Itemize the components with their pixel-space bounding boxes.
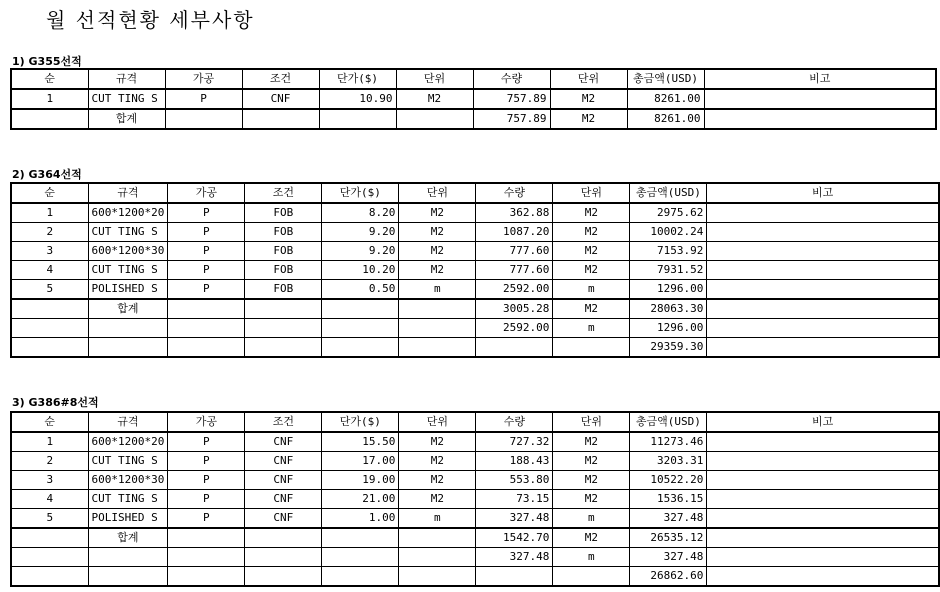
total-row <box>11 299 939 319</box>
cell-total-amount: 1536.15 <box>630 490 707 509</box>
cell-total-amount: 7931.52 <box>630 261 707 280</box>
cell-terms <box>245 338 322 358</box>
cell-seq: 1 <box>11 432 88 452</box>
cell-processing: P <box>168 223 245 242</box>
table-row <box>11 280 939 300</box>
header-row <box>11 69 936 89</box>
cell-total-amount: 2975.62 <box>630 203 707 223</box>
column-header-quantity: 수량 <box>476 183 553 203</box>
cell-terms: FOB <box>245 203 322 223</box>
cell-spec: CUT TING S <box>88 261 168 280</box>
cell-terms: CNF <box>245 452 322 471</box>
cell-unit: M2 <box>399 223 476 242</box>
cell-seq: 5 <box>11 280 88 300</box>
cell-seq: 2 <box>11 223 88 242</box>
cell-remarks <box>707 338 939 358</box>
cell-quantity: 188.43 <box>476 452 553 471</box>
column-header-terms: 조건 <box>242 69 319 89</box>
cell-terms <box>242 109 319 129</box>
column-header-seq: 순 <box>11 183 88 203</box>
cell-unit: M2 <box>399 242 476 261</box>
cell-quantity: 757.89 <box>473 89 550 109</box>
shipment-table <box>10 182 940 358</box>
cell-processing <box>168 319 245 338</box>
table-row <box>11 452 939 471</box>
cell-spec: CUT TING S <box>88 452 168 471</box>
cell-qty-unit: m <box>553 548 630 567</box>
cell-seq: 3 <box>11 242 88 261</box>
cell-qty-unit: m <box>553 280 630 300</box>
column-header-qty-unit: 단위 <box>550 69 627 89</box>
cell-quantity: 777.60 <box>476 261 553 280</box>
cell-unit: m <box>399 509 476 529</box>
cell-remarks <box>707 299 939 319</box>
column-header-unit-price: 단가($) <box>322 183 399 203</box>
cell-spec: 600*1200*30 <box>88 242 168 261</box>
cell-total-amount: 26862.60 <box>630 567 707 587</box>
cell-processing: P <box>165 89 242 109</box>
cell-unit: M2 <box>399 452 476 471</box>
table-row <box>11 242 939 261</box>
cell-terms: CNF <box>245 509 322 529</box>
cell-terms: CNF <box>245 471 322 490</box>
column-header-unit: 단위 <box>396 69 473 89</box>
column-header-qty-unit: 단위 <box>553 183 630 203</box>
column-header-seq: 순 <box>11 412 88 432</box>
column-header-unit: 단위 <box>399 412 476 432</box>
cell-unit: M2 <box>399 203 476 223</box>
column-header-seq: 순 <box>11 69 88 89</box>
column-header-total-amount: 총금액(USD) <box>630 183 707 203</box>
cell-seq <box>11 567 88 587</box>
cell-seq <box>11 299 88 319</box>
cell-spec: CUT TING S <box>88 223 168 242</box>
cell-total-amount: 1296.00 <box>630 280 707 300</box>
cell-processing: P <box>168 261 245 280</box>
cell-seq <box>11 548 88 567</box>
cell-quantity: 2592.00 <box>476 319 553 338</box>
cell-unit: M2 <box>396 89 473 109</box>
cell-spec <box>88 319 168 338</box>
column-header-remarks: 비고 <box>707 183 939 203</box>
cell-qty-unit: M2 <box>553 299 630 319</box>
cell-unit: M2 <box>399 471 476 490</box>
cell-qty-unit: M2 <box>553 452 630 471</box>
cell-unit-price: 10.90 <box>319 89 396 109</box>
cell-remarks <box>707 471 939 490</box>
cell-unit-price <box>322 548 399 567</box>
cell-processing: P <box>168 509 245 529</box>
cell-total-amount: 327.48 <box>630 509 707 529</box>
cell-quantity: 553.80 <box>476 471 553 490</box>
cell-unit-price: 17.00 <box>322 452 399 471</box>
section-title: 1) G355선적 <box>12 55 82 68</box>
total-row <box>11 319 939 338</box>
table-row <box>11 509 939 529</box>
cell-unit <box>396 109 473 129</box>
cell-unit-price <box>322 567 399 587</box>
table-row <box>11 223 939 242</box>
cell-total-amount: 7153.92 <box>630 242 707 261</box>
cell-qty-unit <box>553 567 630 587</box>
page-title: 월 선적현황 세부사항 <box>46 8 255 32</box>
cell-processing: P <box>168 242 245 261</box>
cell-seq: 5 <box>11 509 88 529</box>
column-header-unit-price: 단가($) <box>322 412 399 432</box>
total-row <box>11 109 936 129</box>
cell-qty-unit: M2 <box>550 89 627 109</box>
cell-unit-price <box>322 299 399 319</box>
cell-unit: M2 <box>399 261 476 280</box>
cell-qty-unit: M2 <box>553 471 630 490</box>
cell-quantity: 362.88 <box>476 203 553 223</box>
cell-qty-unit: M2 <box>553 490 630 509</box>
shipment-table <box>10 411 940 587</box>
cell-remarks <box>707 528 939 548</box>
column-header-quantity: 수량 <box>473 69 550 89</box>
cell-quantity: 3005.28 <box>476 299 553 319</box>
cell-terms <box>245 567 322 587</box>
column-header-qty-unit: 단위 <box>553 412 630 432</box>
column-header-remarks: 비고 <box>704 69 936 89</box>
cell-total-amount: 29359.30 <box>630 338 707 358</box>
cell-spec <box>88 338 168 358</box>
cell-processing: P <box>168 452 245 471</box>
column-header-spec: 규격 <box>88 412 168 432</box>
cell-qty-unit: M2 <box>553 432 630 452</box>
cell-seq: 4 <box>11 261 88 280</box>
column-header-processing: 가공 <box>165 69 242 89</box>
cell-spec: 합계 <box>88 299 168 319</box>
cell-unit: M2 <box>399 490 476 509</box>
cell-unit <box>399 548 476 567</box>
cell-spec <box>88 548 168 567</box>
section-title: 3) G386#8선적 <box>12 396 99 409</box>
cell-terms <box>245 548 322 567</box>
cell-unit-price: 1.00 <box>322 509 399 529</box>
cell-qty-unit: M2 <box>553 242 630 261</box>
cell-total-amount: 10522.20 <box>630 471 707 490</box>
header-row <box>11 412 939 432</box>
cell-processing <box>168 299 245 319</box>
cell-unit <box>399 338 476 358</box>
cell-seq <box>11 528 88 548</box>
cell-terms: CNF <box>245 490 322 509</box>
cell-total-amount: 1296.00 <box>630 319 707 338</box>
cell-unit-price <box>319 109 396 129</box>
cell-terms <box>245 299 322 319</box>
cell-processing: P <box>168 280 245 300</box>
cell-quantity: 727.32 <box>476 432 553 452</box>
cell-unit: m <box>399 280 476 300</box>
table-row <box>11 471 939 490</box>
shipment-table <box>10 68 937 130</box>
cell-qty-unit: m <box>553 319 630 338</box>
cell-quantity <box>476 567 553 587</box>
cell-remarks <box>704 109 936 129</box>
cell-qty-unit: M2 <box>553 261 630 280</box>
cell-remarks <box>707 548 939 567</box>
cell-quantity: 777.60 <box>476 242 553 261</box>
cell-remarks <box>707 432 939 452</box>
cell-quantity: 1542.70 <box>476 528 553 548</box>
cell-terms: FOB <box>245 223 322 242</box>
cell-spec: 600*1200*20 <box>88 432 168 452</box>
header-row <box>11 183 939 203</box>
cell-remarks <box>707 223 939 242</box>
cell-quantity: 327.48 <box>476 509 553 529</box>
cell-processing: P <box>168 203 245 223</box>
cell-remarks <box>707 567 939 587</box>
cell-unit-price: 19.00 <box>322 471 399 490</box>
cell-seq <box>11 319 88 338</box>
column-header-terms: 조건 <box>245 412 322 432</box>
cell-remarks <box>707 280 939 300</box>
cell-processing: P <box>168 471 245 490</box>
cell-remarks <box>707 203 939 223</box>
column-header-quantity: 수량 <box>476 412 553 432</box>
cell-processing <box>165 109 242 129</box>
cell-quantity: 2592.00 <box>476 280 553 300</box>
cell-processing: P <box>168 490 245 509</box>
cell-terms: FOB <box>245 261 322 280</box>
cell-unit <box>399 299 476 319</box>
cell-unit-price <box>322 338 399 358</box>
total-row <box>11 528 939 548</box>
cell-quantity: 73.15 <box>476 490 553 509</box>
cell-unit-price: 9.20 <box>322 223 399 242</box>
cell-qty-unit: m <box>553 509 630 529</box>
table-row <box>11 432 939 452</box>
cell-spec: 600*1200*30 <box>88 471 168 490</box>
table-row <box>11 261 939 280</box>
cell-spec: 600*1200*20 <box>88 203 168 223</box>
table-row <box>11 203 939 223</box>
cell-remarks <box>707 452 939 471</box>
cell-seq <box>11 109 88 129</box>
cell-terms <box>245 319 322 338</box>
column-header-total-amount: 총금액(USD) <box>627 69 704 89</box>
cell-quantity <box>476 338 553 358</box>
column-header-terms: 조건 <box>245 183 322 203</box>
cell-qty-unit: M2 <box>550 109 627 129</box>
cell-unit <box>399 567 476 587</box>
cell-processing: P <box>168 432 245 452</box>
cell-seq: 3 <box>11 471 88 490</box>
column-header-unit-price: 단가($) <box>319 69 396 89</box>
total-row <box>11 548 939 567</box>
cell-seq: 1 <box>11 203 88 223</box>
cell-total-amount: 8261.00 <box>627 109 704 129</box>
cell-terms <box>245 528 322 548</box>
cell-total-amount: 3203.31 <box>630 452 707 471</box>
table-row <box>11 490 939 509</box>
cell-seq: 4 <box>11 490 88 509</box>
cell-unit-price: 21.00 <box>322 490 399 509</box>
table-row <box>11 89 936 109</box>
cell-spec: 합계 <box>88 528 168 548</box>
cell-qty-unit <box>553 338 630 358</box>
cell-unit-price <box>322 319 399 338</box>
column-header-spec: 규격 <box>88 183 168 203</box>
cell-processing <box>168 567 245 587</box>
cell-qty-unit: M2 <box>553 203 630 223</box>
cell-total-amount: 10002.24 <box>630 223 707 242</box>
cell-total-amount: 327.48 <box>630 548 707 567</box>
cell-unit <box>399 319 476 338</box>
column-header-processing: 가공 <box>168 412 245 432</box>
cell-processing <box>168 338 245 358</box>
column-header-total-amount: 총금액(USD) <box>630 412 707 432</box>
cell-terms: CNF <box>245 432 322 452</box>
cell-remarks <box>707 261 939 280</box>
cell-unit-price: 9.20 <box>322 242 399 261</box>
column-header-unit: 단위 <box>399 183 476 203</box>
cell-seq: 1 <box>11 89 88 109</box>
cell-remarks <box>707 490 939 509</box>
cell-total-amount: 28063.30 <box>630 299 707 319</box>
cell-quantity: 757.89 <box>473 109 550 129</box>
cell-terms: FOB <box>245 280 322 300</box>
cell-unit-price: 0.50 <box>322 280 399 300</box>
cell-quantity: 1087.20 <box>476 223 553 242</box>
cell-remarks <box>707 319 939 338</box>
cell-spec: POLISHED S <box>88 509 168 529</box>
cell-processing <box>168 528 245 548</box>
cell-total-amount: 11273.46 <box>630 432 707 452</box>
cell-spec <box>88 567 168 587</box>
cell-remarks <box>707 509 939 529</box>
cell-unit-price: 8.20 <box>322 203 399 223</box>
total-row <box>11 338 939 358</box>
cell-total-amount: 26535.12 <box>630 528 707 548</box>
cell-total-amount: 8261.00 <box>627 89 704 109</box>
cell-unit-price: 15.50 <box>322 432 399 452</box>
total-row <box>11 567 939 587</box>
section-title: 2) G364선적 <box>12 168 82 181</box>
cell-unit-price <box>322 528 399 548</box>
cell-processing <box>168 548 245 567</box>
cell-terms: FOB <box>245 242 322 261</box>
cell-seq <box>11 338 88 358</box>
cell-qty-unit: M2 <box>553 528 630 548</box>
cell-unit <box>399 528 476 548</box>
cell-spec: POLISHED S <box>88 280 168 300</box>
cell-seq: 2 <box>11 452 88 471</box>
cell-unit-price: 10.20 <box>322 261 399 280</box>
cell-terms: CNF <box>242 89 319 109</box>
cell-quantity: 327.48 <box>476 548 553 567</box>
column-header-processing: 가공 <box>168 183 245 203</box>
column-header-remarks: 비고 <box>707 412 939 432</box>
column-header-spec: 규격 <box>88 69 165 89</box>
cell-qty-unit: M2 <box>553 223 630 242</box>
cell-remarks <box>707 242 939 261</box>
cell-unit: M2 <box>399 432 476 452</box>
cell-spec: CUT TING S <box>88 490 168 509</box>
cell-remarks <box>704 89 936 109</box>
cell-spec: CUT TING S <box>88 89 165 109</box>
cell-spec: 합계 <box>88 109 165 129</box>
